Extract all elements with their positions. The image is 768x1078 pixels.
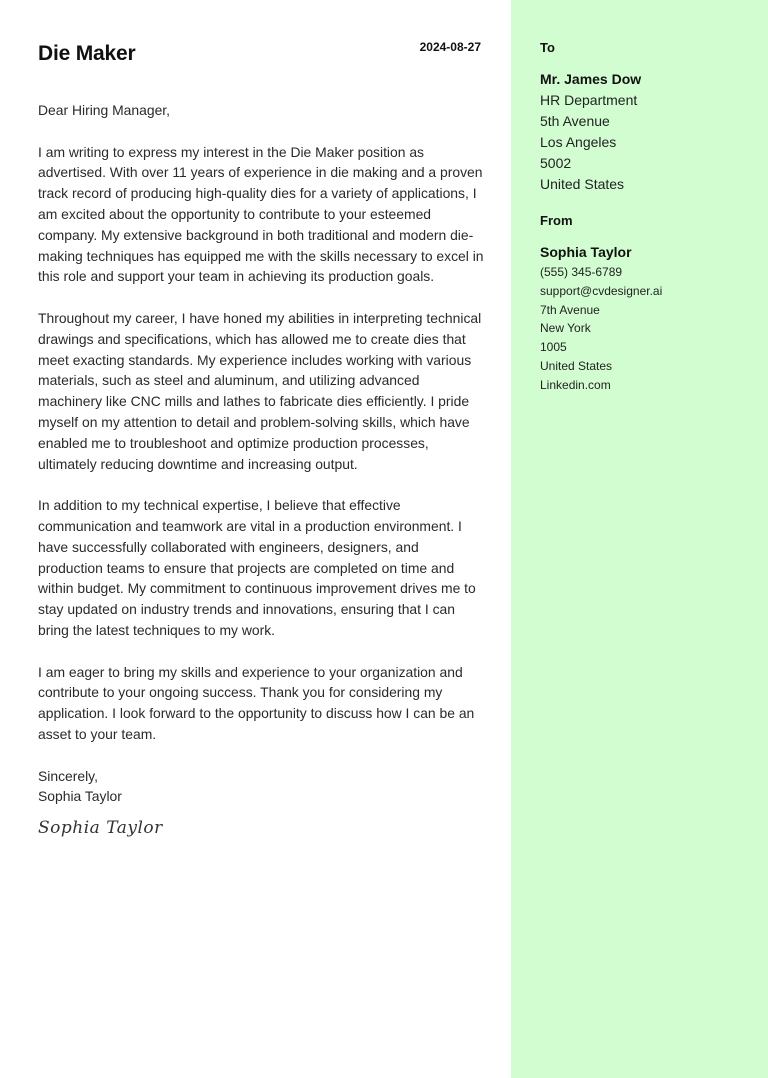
sender-zip: 1005 — [540, 340, 567, 355]
sender-linkedin-link[interactable]: Linkedin.com — [540, 377, 611, 392]
recipient-name: Mr. James Dow — [540, 71, 642, 87]
sender-email[interactable]: support@cvdesigner.ai — [540, 283, 663, 298]
letter-date: 2024-08-27 — [419, 40, 481, 54]
sender-city: New York — [540, 321, 591, 336]
recipient-department: HR Department — [540, 92, 638, 108]
recipient-block — [540, 40, 760, 195]
handwritten-signature: Sophia Taylor — [38, 818, 163, 838]
recipient-heading: To — [540, 40, 555, 55]
paragraph-3: In addition to my technical expertise, I believe that effective communication and teamwork are vital in a production environment. I have successfully collaborated with engineers, designers, and production teams to ensure that projects are completed on time and within budget. My commitment to continuous improvement drives me to stay updated on industry trends and innovations, ensuring that I can bring the latest techniques to my work. — [38, 497, 476, 638]
sender-phone: (555) 345-6789 — [540, 265, 623, 279]
recipient-city: Los Angeles — [540, 134, 617, 150]
signoff-name: Sophia Taylor — [38, 788, 122, 805]
paragraph-2: Throughout my career, I have honed my abilities in interpreting technical drawings and specifications, which has allowed me to create dies that meet exacting standards. My experience includes working with various materials, such as steel and aluminum, and utilizing advanced machinery like CNC mills and lathes to fabricate dies efficiently. I pride myself on my attention to detail and problem-solving skills, which have enabled me to troubleshoot and optimize production processes, ultimately reducing downtime and increasing output. — [38, 309, 482, 472]
sender-street: 7th Avenue — [540, 302, 600, 317]
recipient-street: 5th Avenue — [540, 113, 610, 129]
letter-body — [38, 100, 485, 807]
sender-country: United States — [540, 358, 613, 373]
paragraph-1: I am writing to express my interest in the Die Maker position as advertised. With over 11 years of experience in die making and a proven track record of producing high-quality dies for a variety of applications, I am excited about the opportunity to contribute to your esteemed company. My extensive background in both traditional and modern die-making techniques has equipped me with the skills necessary to excel in this role and support your team in achieving its production goals. — [38, 143, 484, 285]
paragraph-4: I am eager to bring my skills and experience to your organization and contribute to your ongoing success. Thank you for considering my application. I look forward to the opportunity to discuss how I can be an asset to your team. — [38, 663, 475, 742]
recipient-zip: 5002 — [540, 155, 572, 171]
sender-heading: From — [540, 213, 573, 228]
recipient-country: United States — [540, 176, 625, 192]
sender-block — [540, 213, 760, 395]
sender-name: Sophia Taylor — [540, 244, 632, 260]
salutation: Dear Hiring Manager, — [38, 102, 171, 118]
closing: Sincerely, — [38, 767, 98, 784]
job-title: Die Maker — [38, 42, 136, 65]
